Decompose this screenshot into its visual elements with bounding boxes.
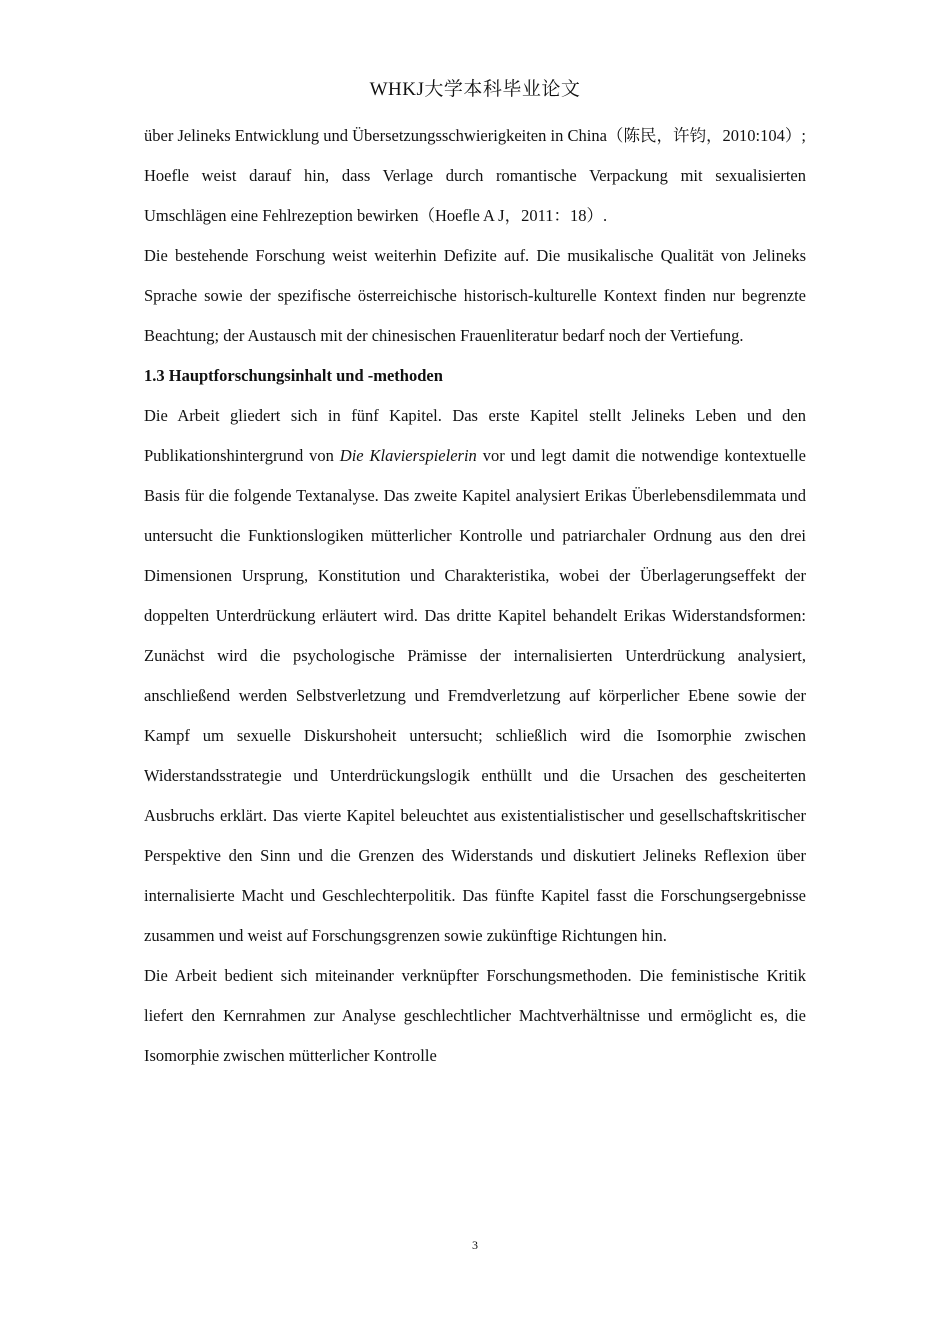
section-heading: 1.3 Hauptforschungsinhalt und -methoden: [144, 366, 443, 385]
page-number: 3: [472, 1238, 478, 1252]
paragraph-methods: Die Arbeit bedient sich miteinander verknüpfter Forschungsmethoden. Die feministische Kritik liefert den Kernrahmen zur Analyse geschlechtlicher Machtverhältnisse und ermöglicht es, die Isomorphie zwischen mütterlicher Kontrolle: [144, 966, 806, 1065]
paragraph-literature-review-continuation: über Jelineks Entwicklung und Übersetzungsschwierigkeiten in China（陈民，许钧，2010:104）; Hoefle weist darauf hin, dass Verlage durch romantische Verpackung mit sexualisierten Umschlägen eine Fehlrezeption bewirken（Hoefle A J，2011：18）.: [144, 126, 806, 225]
body-text: [144, 116, 806, 1076]
chapter-overview-text-end: vor und legt damit die notwendige kontextuelle Basis für die folgende Textanalyse. Das zweite Kapitel analysiert Erikas Überlebensdilemmata und untersucht die Funktionslogiken mütterlicher Kontrolle und patriarchaler Ordnung aus den drei Dimensionen Ursprung, Konstitution und Charakteristika, wobei der Überlagerungseffekt der doppelten Unterdrückung erläutert wird. Das dritte Kapitel behandelt Erikas Widerstandsformen: Zunächst wird die psychologische Prämisse der internalisierten Unterdrückung analysiert, anschließend werden Selbstverletzung und Fremdverletzung auf körperlicher Ebene sowie der Kampf um sexuelle Diskurshoheit untersucht; schließlich wird die Isomorphie zwischen Widerstandsstrategie und Unterdrückungslogik enthüllt und die Ursachen des gescheiterten Ausbruchs erklärt. Das vierte Kapitel beleuchtet aus existentialistischer und gesellschaftskritischer Perspektive den Sinn und die Grenzen des Widerstands und diskutiert Jelineks Reflexion über internalisierte Macht und Geschlechterpolitik. Das fünfte Kapitel fasst die Forschungsergebnisse zusammen und weist auf Forschungsgrenzen sowie zukünftige Richtungen hin.: [144, 446, 806, 945]
chapter-overview-text-start: Die Arbeit gliedert sich in fünf Kapitel. Das erste Kapitel stellt Jelineks Leben und den Publikationshintergrund von: [144, 406, 806, 465]
paragraph-chapter-overview: [144, 396, 806, 956]
page-header-title: WHKJ大学本科毕业论文: [369, 79, 581, 100]
paragraph-research-gaps: Die bestehende Forschung weist weiterhin Defizite auf. Die musikalische Qualität von Jelineks Sprache sowie der spezifische österreichische historisch-kulturelle Kontext finden nur begrenzte Beachtung; der Austausch mit der chinesischen Frauenliteratur bedarf noch der Vertiefung.: [144, 246, 806, 345]
work-title: Die Klavierspielerin: [339, 446, 477, 465]
